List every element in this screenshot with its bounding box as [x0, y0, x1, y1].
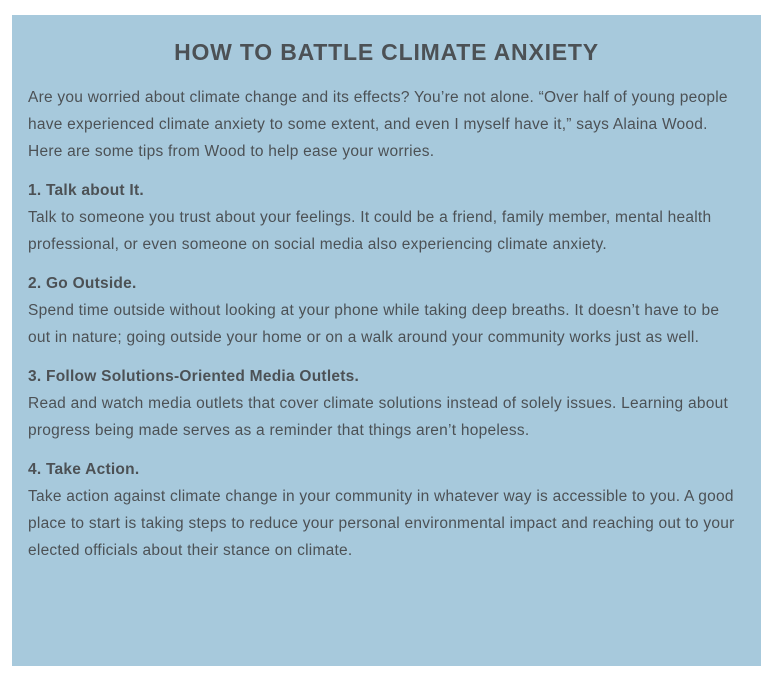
tip-4 [28, 456, 745, 564]
tip-body: Spend time outside without looking at your phone while taking deep breaths. It doesn’t have to be out in nature; going outside your home or on a walk around your community works just as well. [28, 302, 720, 346]
intro-paragraph: Are you worried about climate change and its effects? You’re not alone. “Over half of young people have experienced climate anxiety to some extent, and even I myself have it,” says Alaina Wood. Here are some tips from Wood to help ease your worries. [28, 89, 728, 160]
tip-3 [28, 363, 745, 444]
tip-body: Take action against climate change in your community in whatever way is accessible to you. A good place to start is taking steps to reduce your personal environmental impact and reaching out to your elected officials about their stance on climate. [28, 488, 735, 559]
tip-heading: 1. Talk about It. [28, 182, 144, 199]
climate-anxiety-panel [12, 15, 761, 666]
tip-heading: 3. Follow Solutions-Oriented Media Outlets. [28, 368, 360, 385]
panel-title: HOW TO BATTLE CLIMATE ANXIETY [174, 39, 599, 65]
tip-body: Talk to someone you trust about your feelings. It could be a friend, family member, mental health professional, or even someone on social media also experiencing climate anxiety. [28, 209, 712, 253]
tip-heading: 2. Go Outside. [28, 275, 137, 292]
tip-2 [28, 270, 745, 351]
tip-1 [28, 177, 745, 258]
tip-body: Read and watch media outlets that cover climate solutions instead of solely issues. Learning about progress being made serves as a reminder that things aren’t hopeless. [28, 395, 728, 439]
tip-heading: 4. Take Action. [28, 461, 140, 478]
